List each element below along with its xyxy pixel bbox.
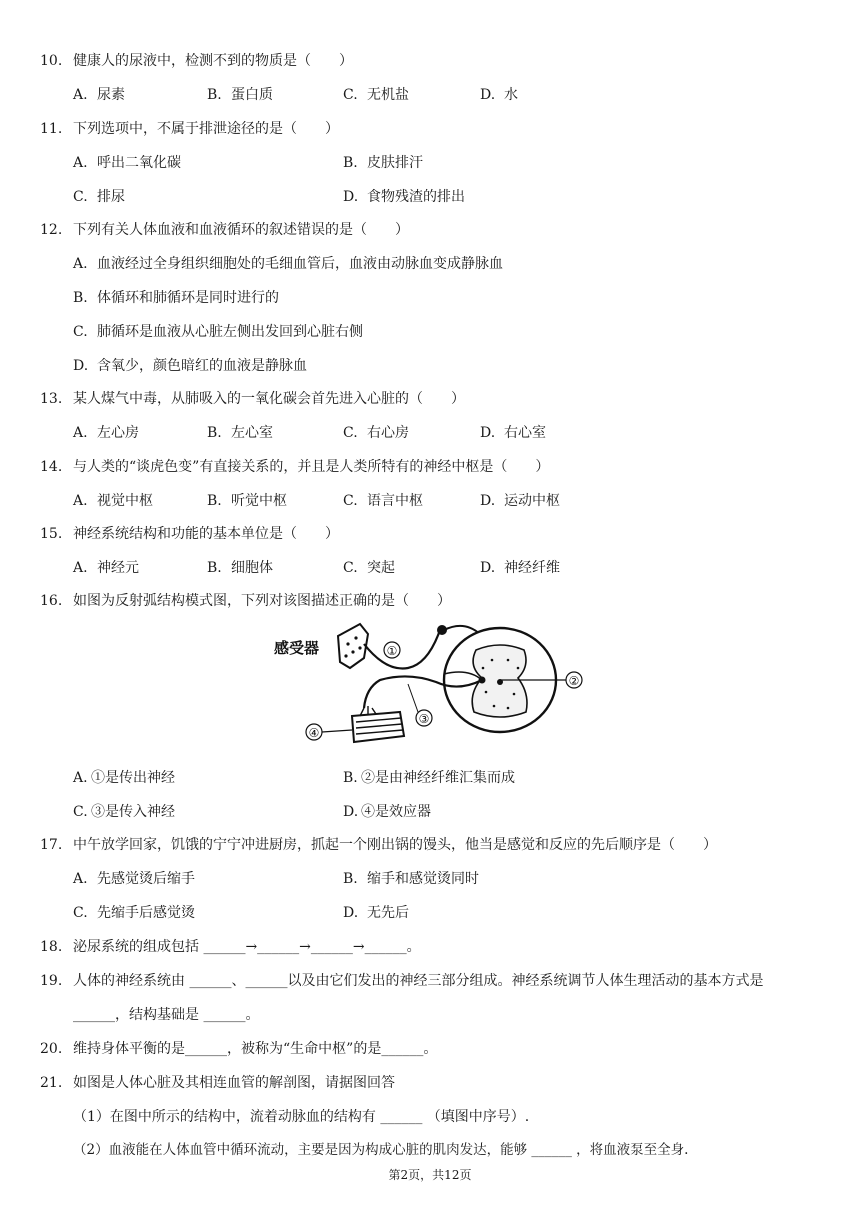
option-text: 无先后 (367, 905, 409, 921)
question-21 (40, 1072, 395, 1092)
option-label: C. (73, 324, 88, 340)
question-stem: 神经系统结构和功能的基本单位是（ ） (73, 526, 339, 542)
option-c (73, 902, 195, 922)
question-stem: 健康人的尿液中，检测不到的物质是（ ） (73, 53, 353, 69)
question-number: 19. (40, 973, 63, 989)
option-b (343, 767, 515, 787)
question-20 (40, 1038, 437, 1058)
option-a (73, 422, 139, 442)
option-text: 视觉中枢 (97, 493, 153, 509)
question-stem: 下列选项中，不属于排泄途径的是（ ） (73, 121, 339, 137)
question-21-part-2 (73, 1138, 688, 1158)
option-label: A. (73, 155, 88, 171)
question-19-continuation (73, 1004, 259, 1024)
marker-1: ① (386, 644, 398, 658)
question-number: 20. (40, 1041, 63, 1057)
option-d (343, 186, 465, 206)
option-b (207, 422, 273, 442)
option-b (207, 84, 273, 104)
option-label: B. (207, 425, 222, 441)
option-text: ②是由神经纤维汇集而成 (361, 770, 515, 786)
option-label: D. (480, 493, 496, 509)
option-c (73, 186, 125, 206)
question-number: 14. (40, 459, 63, 475)
option-text: 肺循环是血液从心脏左侧出发回到心脏右侧 (97, 324, 363, 340)
question-number: 15. (40, 526, 63, 542)
option-label: C. (343, 425, 358, 441)
question-19 (40, 970, 763, 990)
option-label: A. (73, 770, 88, 786)
option-text: 神经纤维 (504, 560, 560, 576)
question-16 (40, 590, 451, 610)
option-text: 无机盐 (367, 87, 409, 103)
option-label: B. (207, 493, 222, 509)
option-label: A. (73, 425, 88, 441)
question-number: 21. (40, 1075, 63, 1091)
afferent-nerve (364, 630, 440, 669)
option-label: C. (343, 560, 358, 576)
question-number: 12. (40, 222, 63, 238)
option-label: A. (73, 493, 88, 509)
option-label: C. (73, 905, 88, 921)
question-number: 10. (40, 53, 63, 69)
receptor-label: 感受器 (274, 639, 320, 657)
marker-3: ③ (418, 712, 430, 726)
option-text: 右心室 (504, 425, 546, 441)
question-11 (40, 118, 339, 138)
question-stem: 中午放学回家，饥饿的宁宁冲进厨房，抓起一个刚出锅的馒头，他当是感觉和反应的先后顺序是（ ） (73, 837, 717, 853)
option-label: C. (73, 189, 88, 205)
option-label: B. (343, 770, 358, 786)
option-label: A. (73, 256, 88, 272)
question-14 (40, 456, 549, 476)
option-label: A. (73, 871, 88, 887)
option-text: 蛋白质 (231, 87, 273, 103)
option-a (73, 868, 195, 888)
option-label: B. (207, 87, 222, 103)
sub-question-text: （1）在图中所示的结构中，流着动脉血的结构有 ______ （填图中序号）. (73, 1109, 530, 1125)
option-a (73, 253, 503, 273)
option-label: D. (343, 804, 359, 820)
option-c (73, 321, 363, 341)
option-text: 先缩手后感觉烫 (97, 905, 195, 921)
question-21-part-1 (73, 1106, 529, 1126)
receptor-shape (338, 624, 368, 668)
option-d (480, 422, 546, 442)
option-text: 细胞体 (231, 560, 273, 576)
option-label: B. (207, 560, 222, 576)
option-text: 排尿 (97, 189, 125, 205)
option-a (73, 152, 181, 172)
question-number: 16. (40, 593, 63, 609)
option-text: 左心室 (231, 425, 273, 441)
question-number: 13. (40, 391, 63, 407)
question-stem: 某人煤气中毒，从肺吸入的一氧化碳会首先进入心脏的（ ） (73, 391, 465, 407)
question-number: 11. (40, 121, 63, 137)
option-c (343, 490, 423, 510)
option-b (207, 490, 287, 510)
option-text: 体循环和肺循环是同时进行的 (97, 290, 279, 306)
option-label: D. (480, 425, 496, 441)
option-text: 突起 (367, 560, 395, 576)
marker-2: ② (568, 674, 580, 688)
option-label: C. (343, 87, 358, 103)
option-c (73, 801, 175, 821)
option-text: 食物残渣的排出 (367, 189, 465, 205)
reflex-arc-figure (268, 616, 598, 758)
option-c (343, 422, 409, 442)
option-label: D. (480, 560, 496, 576)
question-stem: 如图为反射弧结构模式图，下列对该图描述正确的是（ ） (73, 593, 451, 609)
option-d (480, 490, 560, 510)
question-number: 17. (40, 837, 63, 853)
option-label: D. (73, 358, 89, 374)
option-text: 听觉中枢 (231, 493, 287, 509)
option-c (343, 84, 409, 104)
question-stem: 维持身体平衡的是______，被称为“生命中枢”的是______。 (73, 1041, 438, 1057)
option-text: 水 (504, 87, 518, 103)
option-a (73, 557, 139, 577)
option-text: 血液经过全身组织细胞处的毛细血管后，血液由动脉血变成静脉血 (97, 256, 503, 272)
option-text: 左心房 (97, 425, 139, 441)
question-number: 18. (40, 939, 63, 955)
question-stem: 泌尿系统的组成包括 ______→______→______→______。 (73, 939, 421, 955)
option-text: 神经元 (97, 560, 139, 576)
option-d (73, 355, 307, 375)
option-label: D. (480, 87, 496, 103)
question-stem: 如图是人体心脏及其相连血管的解剖图，请据图回答 (73, 1075, 395, 1091)
option-a (73, 767, 175, 787)
option-label: B. (343, 871, 358, 887)
option-text: ①是传出神经 (91, 770, 175, 786)
option-label: B. (343, 155, 358, 171)
option-c (343, 557, 395, 577)
option-b (207, 557, 273, 577)
option-text: 缩手和感觉烫同时 (367, 871, 479, 887)
option-text: 运动中枢 (504, 493, 560, 509)
option-a (73, 490, 153, 510)
option-d (343, 801, 431, 821)
option-text: ③是传入神经 (91, 804, 175, 820)
option-label: D. (343, 905, 359, 921)
question-17 (40, 834, 717, 854)
option-text: 皮肤排汗 (367, 155, 423, 171)
option-label: C. (73, 804, 88, 820)
question-stem-line-1: 人体的神经系统由 ______、______以及由它们发出的神经三部分组成。神经系统调节人体生理活动的基本方式是 (73, 973, 764, 989)
option-d (343, 902, 409, 922)
effector-shape (352, 706, 404, 742)
option-label: C. (343, 493, 358, 509)
question-10 (40, 50, 353, 70)
option-b (73, 287, 279, 307)
question-stem: 下列有关人体血液和血液循环的叙述错误的是（ ） (73, 222, 409, 238)
question-18 (40, 936, 421, 956)
option-text: 语言中枢 (367, 493, 423, 509)
sub-question-text: （2）血液能在人体血管中循环流动，主要是因为构成心脏的肌肉发达，能够 ______ ，将血液泵至全身. (73, 1142, 689, 1158)
option-text: 先感觉烫后缩手 (97, 871, 195, 887)
option-d (480, 84, 518, 104)
option-label: B. (73, 290, 88, 306)
question-13 (40, 388, 465, 408)
marker-4: ④ (308, 726, 320, 740)
option-text: 右心房 (367, 425, 409, 441)
option-label: A. (73, 560, 88, 576)
option-text: 含氧少，颜色暗红的血液是静脉血 (97, 358, 307, 374)
option-label: A. (73, 87, 88, 103)
option-text: 呼出二氧化碳 (97, 155, 181, 171)
option-text: 尿素 (97, 87, 125, 103)
option-label: D. (343, 189, 359, 205)
option-d (480, 557, 560, 577)
option-b (343, 152, 423, 172)
question-15 (40, 523, 339, 543)
question-stem: 与人类的“谈虎色变”有直接关系的，并且是人类所特有的神经中枢是（ ） (73, 459, 550, 475)
question-12 (40, 219, 409, 239)
question-stem-line-2: ______，结构基础是 ______。 (73, 1007, 260, 1023)
option-a (73, 84, 125, 104)
option-text: ④是效应器 (361, 804, 431, 820)
page-footer: 第2页，共12页 (388, 1168, 472, 1182)
option-b (343, 868, 479, 888)
